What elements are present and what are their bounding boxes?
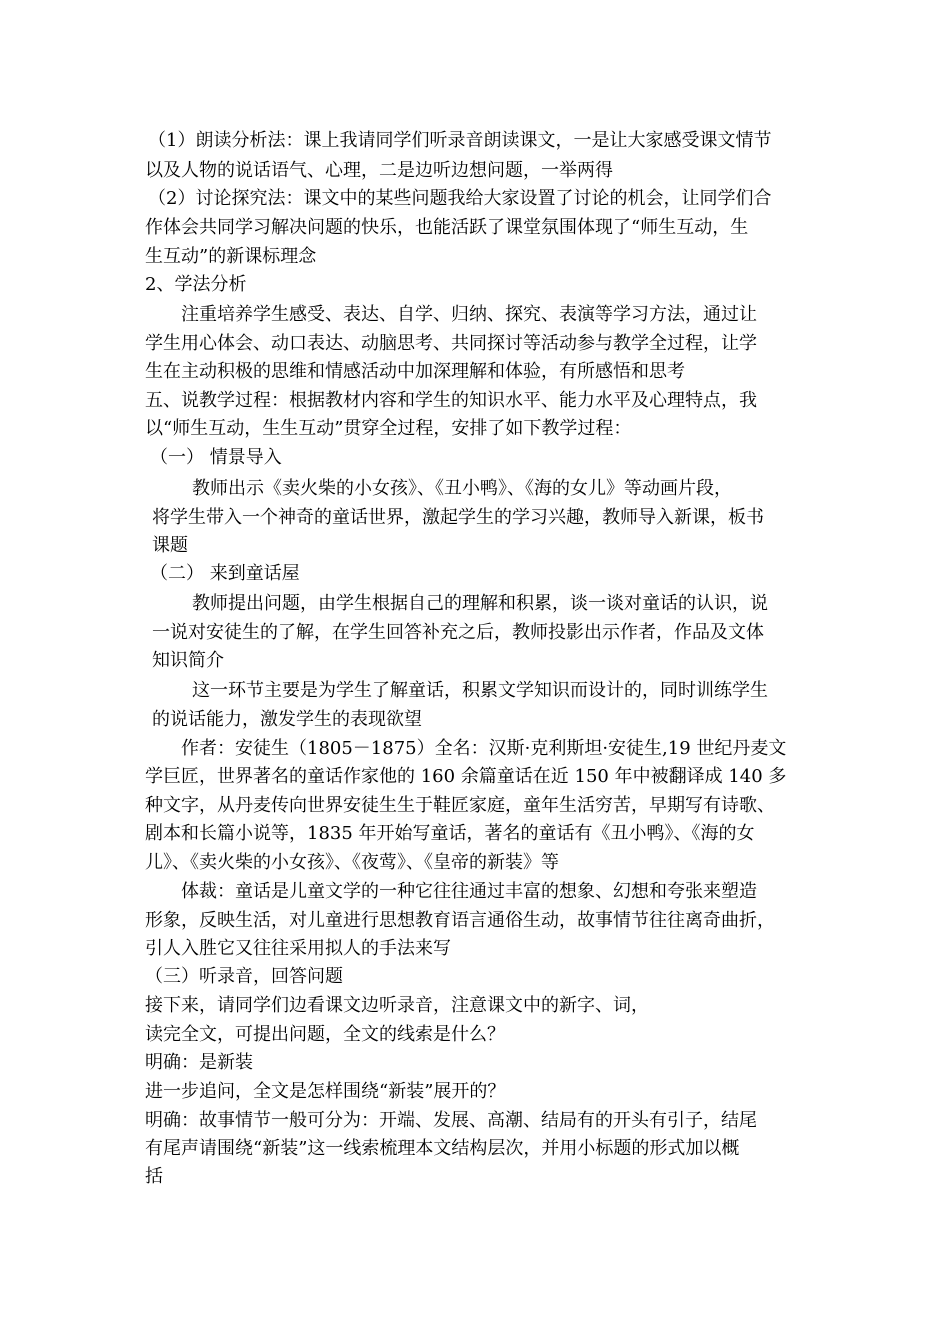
text-line: （1）朗读分析法：课上我请同学们听录音朗读课文，一是让大家感受课文情节: [148, 130, 772, 151]
text-line: 引人入胜它又往往采用拟人的手法来写: [145, 938, 451, 959]
text-line: 教师提出问题，由学生根据自己的理解和积累，谈一谈对童话的认识，说: [192, 593, 768, 614]
text-line: 体裁：童话是儿童文学的一种它往往通过丰富的想象、幻想和夸张来塑造: [181, 881, 757, 902]
section-heading: 2、学法分析: [145, 274, 247, 295]
text-line: 明确：是新装: [145, 1052, 253, 1073]
text-line: 进一步追问，全文是怎样围绕“新装”展开的？: [145, 1081, 506, 1102]
text-line: 知识简介: [152, 650, 224, 671]
text-line: 以及人物的说话语气、心理，二是边听边想问题，一举两得: [145, 160, 613, 181]
text-line: 括: [145, 1166, 163, 1187]
text-line: 作体会共同学习解决问题的快乐，也能活跃了课堂氛围体现了“师生互动，生: [145, 217, 749, 238]
subsection-heading: （三）听录音，回答问题: [145, 966, 343, 987]
text-line: 剧本和长篇小说等，1835 年开始写童话，著名的童话有《丑小鸭》、《海的女: [145, 823, 755, 844]
subsection-heading: （二） 来到童话屋: [150, 563, 300, 584]
text-line: 种文字，从丹麦传向世界安徒生生于鞋匠家庭，童年生活穷苦，早期写有诗歌、: [145, 795, 775, 816]
text-line: 接下来，请同学们边看课文边听录音，注意课文中的新字、词，: [145, 995, 649, 1016]
text-line: 以“师生互动，生生互动”贯穿全过程，安排了如下教学过程：: [145, 418, 632, 439]
text-line: 将学生带入一个神奇的童话世界，激起学生的学习兴趣，教师导入新课，板书: [152, 507, 764, 528]
text-line: 作者：安徒生（1805－1875）全名：汉斯·克利斯坦·安徒生,19 世纪丹麦文: [181, 738, 787, 759]
text-line: 形象，反映生活，对儿童进行思想教育语言通俗生动，故事情节往往离奇曲折，: [145, 910, 775, 931]
text-line: 生互动”的新课标理念: [145, 246, 317, 267]
text-line: （2）讨论探究法：课文中的某些问题我给大家设置了讨论的机会，让同学们合: [148, 188, 772, 209]
text-line: 课题: [152, 535, 188, 556]
text-line: 的说话能力，激发学生的表现欲望: [152, 709, 422, 730]
subsection-heading: （一） 情景导入: [150, 447, 282, 468]
text-line: 这一环节主要是为学生了解童话，积累文学知识而设计的，同时训练学生: [192, 680, 768, 701]
text-line: 有尾声请围绕“新装”这一线索梳理本文结构层次，并用小标题的形式加以概: [145, 1138, 740, 1159]
text-line: 读完全文，可提出问题，全文的线索是什么？: [145, 1024, 505, 1045]
text-line: 一说对安徒生的了解，在学生回答补充之后，教师投影出示作者，作品及文体: [152, 622, 764, 643]
text-line: 生在主动积极的思维和情感活动中加深理解和体验，有所感悟和思考: [145, 361, 685, 382]
text-line: 学巨匠，世界著名的童话作家他的 160 余篇童话在近 150 年中被翻译成 140 多: [145, 766, 787, 787]
text-line: 教师出示《卖火柴的小女孩》、《丑小鸭》、《海的女儿》等动画片段，: [192, 478, 732, 499]
text-line: 明确：故事情节一般可分为：开端、发展、高潮、结局有的开头有引子，结尾: [145, 1110, 757, 1131]
text-line: 注重培养学生感受、表达、自学、归纳、探究、表演等学习方法，通过让: [181, 304, 757, 325]
text-line: 五、说教学过程：根据教材内容和学生的知识水平、能力水平及心理特点，我: [145, 390, 757, 411]
text-line: 儿》、《卖火柴的小女孩》、《夜莺》、《皇帝的新装》等: [145, 852, 559, 873]
text-line: 学生用心体会、动口表达、动脑思考、共同探讨等活动参与教学全过程，让学: [145, 333, 757, 354]
